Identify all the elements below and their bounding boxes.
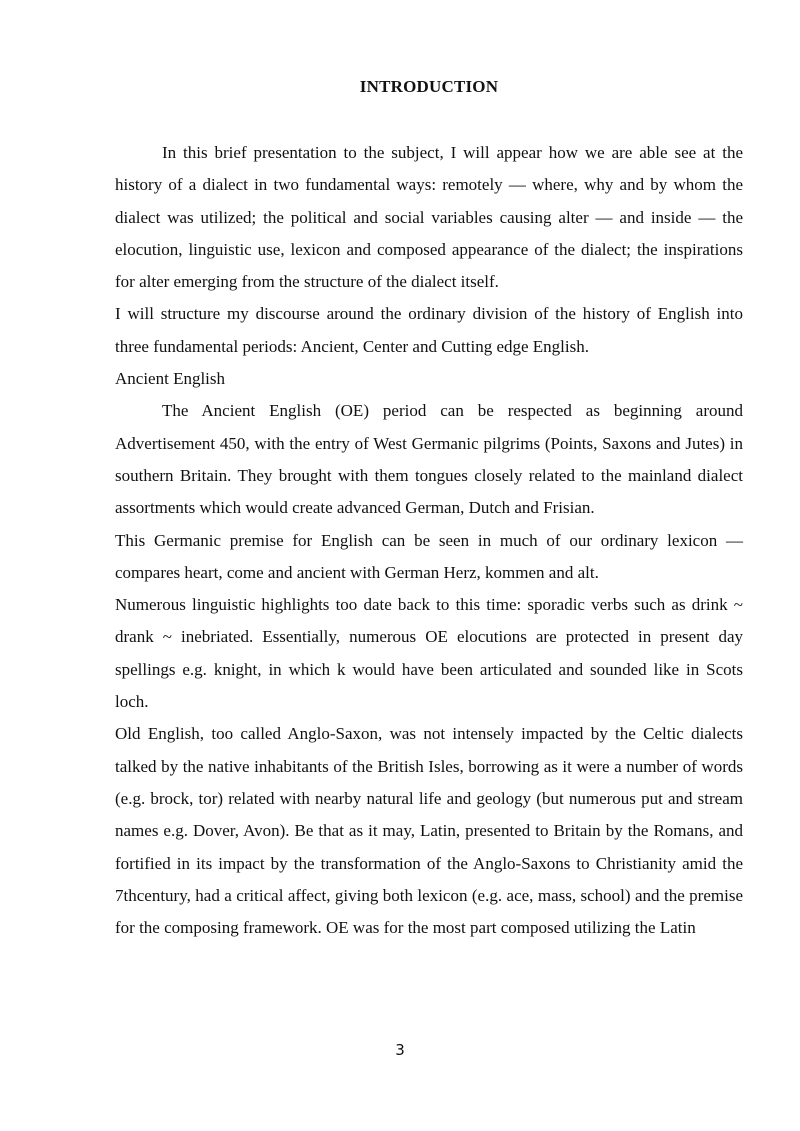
page-title: INTRODUCTION <box>359 77 499 96</box>
paragraph-structure: I will structure my discourse around the ordinary division of the history of English into three fundamental periods: Ancient, Center and Cutting edge English. <box>115 304 743 356</box>
paragraph-ancient-period: The Ancient English (OE) period can be respected as beginning around Advertisement 450, with the entry of West Germanic pilgrims (Points, Saxons and Jutes) in southern Britain. They brought with them tongues closely related to the mainland dialect assortments which would create advanced German, Dutch and Frisian. <box>115 401 743 518</box>
section-heading-ancient-english: Ancient English <box>115 369 226 389</box>
page-number: 3 <box>395 1041 405 1059</box>
paragraph-intro: In this brief presentation to the subject, I will appear how we are able see at the history of a dialect in two fundamental ways: remotely — where, why and by whom the dialect was utilized; the political and social variables causing alter — and inside — the elocution, linguistic use, lexicon and composed appearance of the dialect; the inspirations for alter emerging from the structure of the dialect itself. <box>115 143 743 292</box>
paragraph-old-english: Old English, too called Anglo-Saxon, was not intensely impacted by the Celtic dialects talked by the native inhabitants of the British Isles, borrowing as it were a number of words (e.g. brock, tor) related with nearby natural life and geology (but numerous put and stream names e.g. Dover, Avon). Be that as it may, Latin, presented to Britain by the Romans, and fortified in its impact by the transformation of the Anglo-Saxons to Christianity amid the 7thcentury, had a critical affect, giving both lexicon (e.g. ace, mass, school) and the premise for the composing framework. OE was for the most part composed utilizing the Latin <box>115 724 743 938</box>
paragraph-linguistic-highlights: Numerous linguistic highlights too date back to this time: sporadic verbs such as drink ~ drank ~ inebriated. Essentially, numerous OE elocutions are protected in present day spellings e.g. knight, in which k would have been articulated and sounded like in Scots loch. <box>115 595 743 712</box>
page-content <box>115 72 743 944</box>
paragraph-germanic-premise: This Germanic premise for English can be seen in much of our ordinary lexicon — compares heart, come and ancient with German Herz, kommen and alt. <box>115 530 743 582</box>
